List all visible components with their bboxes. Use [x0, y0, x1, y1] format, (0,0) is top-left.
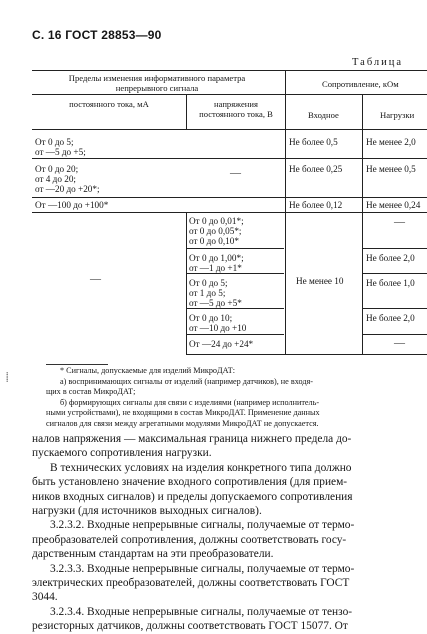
- voltage-range-4b: от —10 до +10: [189, 323, 247, 333]
- body-line: быть установлено значение входного сопротивления (для прием-: [32, 476, 348, 489]
- body-line: 3.2.3.2. Входные непрерывные сигналы, получаемые от термо-: [50, 519, 355, 532]
- footnote: [46, 366, 427, 429]
- header-input: Входное: [308, 110, 339, 120]
- row-rule-2: [32, 197, 427, 198]
- current-range-2c: от —20 до +20*;: [35, 184, 100, 194]
- current-load-2: Не менее 0,5: [366, 164, 416, 174]
- footnote-line: б) формирующих сигналы для связи с изделиями (например исполнитель-: [60, 397, 320, 407]
- current-range-2b: от 4 до 20;: [35, 174, 76, 184]
- footnote-line: * Сигналы, допускаемые для изделий МикроДАТ:: [60, 366, 236, 375]
- current-range-3: От —100 до +100*: [35, 200, 109, 210]
- voltage-range-3c: от —5 до +5*: [189, 298, 242, 308]
- body-line: пускаемого сопротивления нагрузки.: [32, 447, 212, 460]
- resistance-left-vrule: [285, 70, 286, 354]
- load-rule-3: [362, 308, 427, 309]
- footnote-line: щих в состав МикроДАТ;: [46, 387, 136, 396]
- body-line: 3.2.3.4. Входные непрерывные сигналы, получаемые от тензо-: [50, 605, 353, 618]
- table-top-rule: [32, 70, 427, 71]
- current-input-3: Не более 0,12: [289, 200, 343, 210]
- footnote-line: а) воспринимающих сигналы от изделий (например датчиков), не входя-: [60, 376, 314, 386]
- body-text: [32, 432, 427, 634]
- voltage-load-3: Не более 1,0: [366, 278, 415, 288]
- group-header: Пределы изменения информативного параметра непрерывного сигнала: [68, 73, 246, 93]
- load-left-vrule: [362, 94, 363, 354]
- table-title: Таблица: [352, 57, 404, 68]
- current-input-1: Не более 0,5: [289, 137, 338, 147]
- voltage-range-1b: от 0 до 0,05*;: [189, 226, 242, 236]
- footnote-line: сигналов для связи между агрегатными модулями МикроДАТ не допускается.: [46, 418, 319, 428]
- voltage-range-5: От —24 до +24*: [189, 339, 254, 349]
- footnote-separator: [46, 364, 108, 365]
- body-line: резисторных датчиков, должны соответствовать ГОСТ 15077. От: [32, 620, 348, 633]
- voltage-input: Не менее 10: [296, 276, 344, 286]
- voltage-range-4a: От 0 до 10;: [189, 313, 233, 323]
- row-rule-1: [32, 158, 427, 159]
- margin-mark: ⸽: [6, 372, 9, 382]
- voltage-current-dash: —: [90, 273, 101, 285]
- body-line: преобразователей сопротивления, должны соответствовать госу-: [32, 533, 347, 546]
- voltage-rule-1: [186, 248, 284, 249]
- group-header-rule: [32, 94, 285, 95]
- load-rule-4: [362, 334, 427, 335]
- resistance-header-rule: [285, 94, 427, 95]
- voltage-range-3a: От 0 до 5;: [189, 278, 228, 288]
- voltage-rule-4: [186, 334, 284, 335]
- header-current: постоянного тока, мА: [69, 99, 149, 109]
- load-rule-1: [362, 248, 427, 249]
- current-load-1: Не менее 2,0: [366, 137, 416, 147]
- header-bottom-rule: [32, 129, 427, 130]
- footnote-line: ными устройствами), не входящими в состав МикроДАТ. Применение данных: [46, 408, 320, 417]
- voltage-range-2b: от —1 до +1*: [189, 263, 242, 273]
- voltage-load-4: Не более 2,0: [366, 313, 415, 323]
- body-line: дарственным стандартам на эти преобразователи.: [32, 548, 274, 561]
- current-load-3: Не менее 0,24: [366, 200, 421, 210]
- header-resistance: Сопротивление, кОм: [322, 79, 399, 89]
- voltage-range-1a: От 0 до 0,01*;: [189, 216, 244, 226]
- voltage-range-3b: от 1 до 5;: [189, 288, 226, 298]
- header-voltage: напряжения постоянного тока, В: [199, 99, 273, 119]
- voltage-left-vrule: [186, 212, 187, 354]
- row-rule-3: [32, 212, 427, 213]
- body-line: нагрузки (для источников выходных сигналов).: [32, 505, 262, 518]
- body-line: ников входных сигналов) и пределы допускаемого сопротивления: [32, 490, 353, 503]
- header-load: Нагрузки: [380, 110, 415, 120]
- current-voltage-dash: —: [230, 167, 241, 179]
- body-line: 3044.: [32, 591, 58, 604]
- voltage-range-1c: от 0 до 0,10*: [189, 236, 239, 246]
- body-line: В технических условиях на изделия конкретного типа должно: [50, 461, 352, 474]
- body-line: налов напряжения — максимальная граница нижнего предела до-: [32, 433, 352, 445]
- voltage-rule-3: [186, 308, 284, 309]
- current-range-2a: От 0 до 20;: [35, 164, 79, 174]
- voltage-load-1: —: [394, 216, 405, 228]
- page-header: С. 16 ГОСТ 28853—90: [32, 28, 162, 42]
- current-range-1b: от —5 до +5;: [35, 147, 86, 157]
- body-line: 3.2.3.3. Входные непрерывные сигналы, получаемые от термо-: [50, 562, 355, 575]
- current-range-1a: От 0 до 5;: [35, 137, 74, 147]
- voltage-range-2a: От 0 до 1,00*;: [189, 253, 244, 263]
- current-input-2: Не более 0,25: [289, 164, 343, 174]
- table-bottom-rule: [186, 354, 427, 355]
- voltage-load-2: Не более 2,0: [366, 253, 415, 263]
- voltage-load-5: —: [394, 337, 405, 349]
- load-rule-2: [362, 273, 427, 274]
- header-mid-vrule: [186, 94, 187, 129]
- voltage-rule-2: [186, 273, 284, 274]
- body-line: электрических преобразователей, должны соответствовать ГОСТ: [32, 577, 350, 590]
